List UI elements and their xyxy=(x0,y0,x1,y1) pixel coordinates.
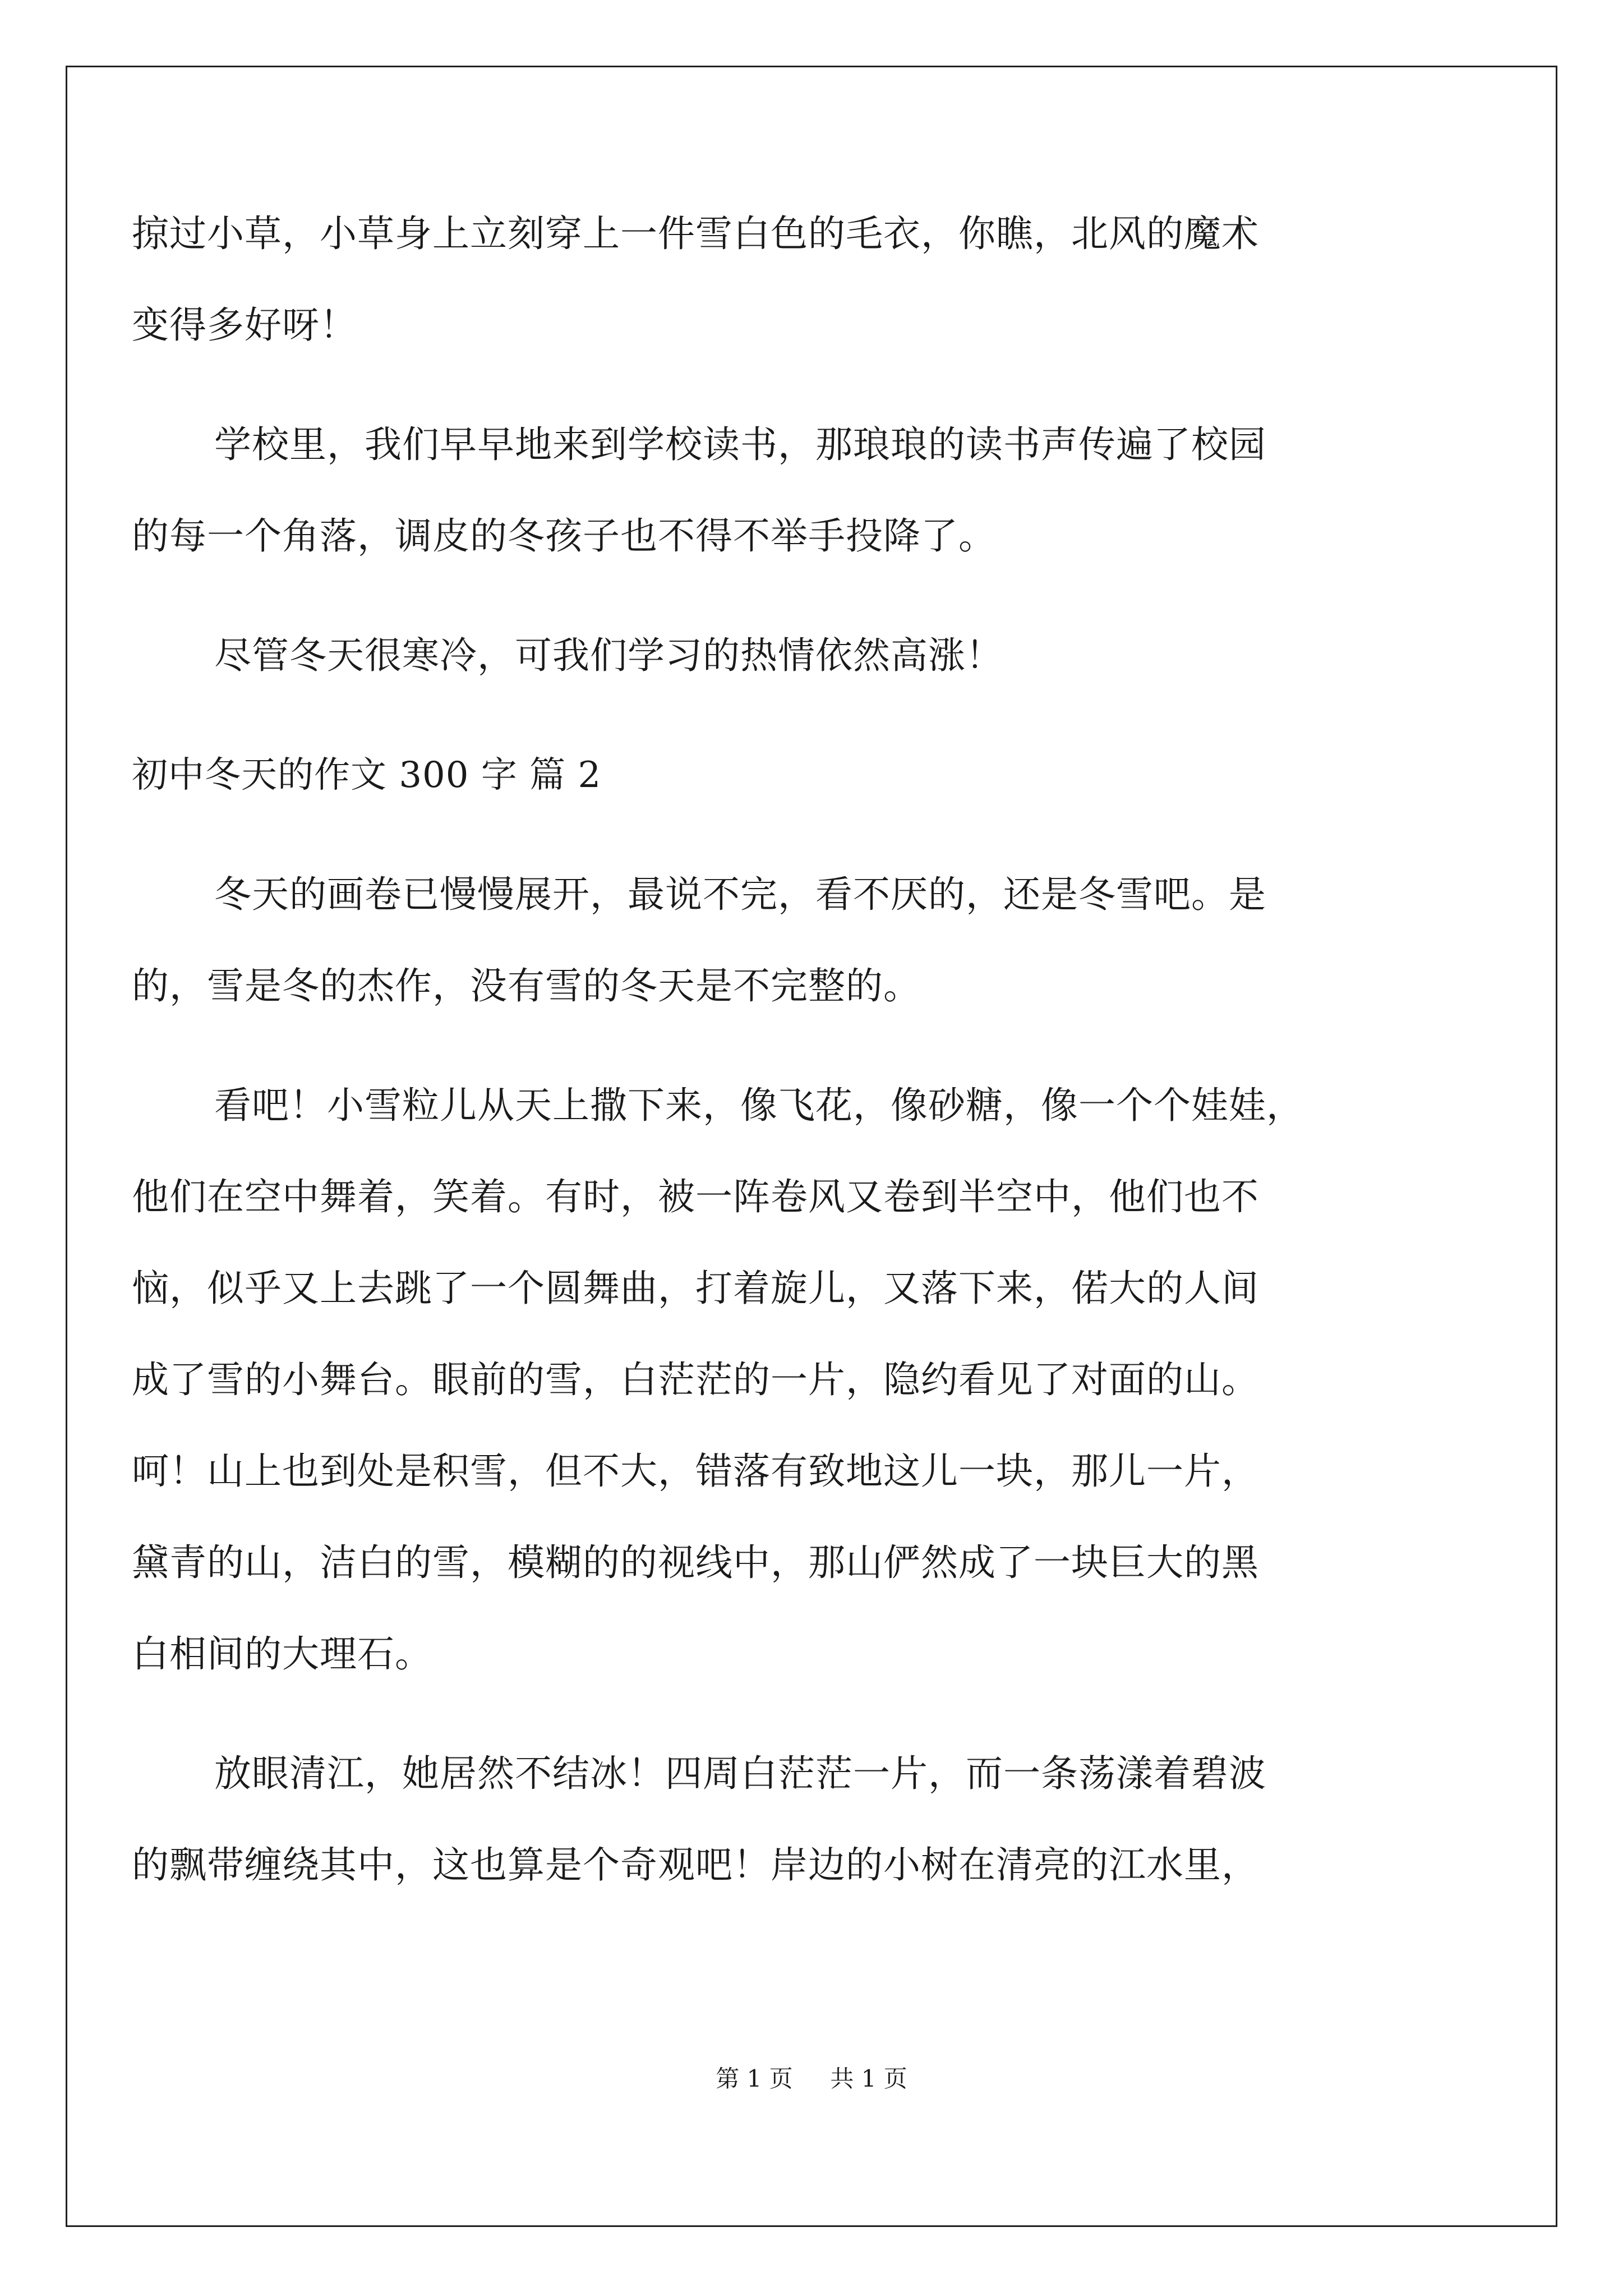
text-line: 恼，似乎又上去跳了一个圆舞曲，打着旋儿，又落下来，偌大的人间 xyxy=(132,1267,1259,1310)
page-footer xyxy=(0,2062,1623,2096)
section-heading: 初中冬天的作文 300 字 篇 2 xyxy=(132,754,602,796)
text-line: 成了雪的小舞台。眼前的雪，白茫茫的一片，隐约看见了对面的山。 xyxy=(132,1358,1259,1401)
text-line: 白相间的大理石。 xyxy=(132,1632,432,1676)
text-line: 的飘带缠绕其中，这也算是个奇观吧！岸边的小树在清亮的江水里， xyxy=(132,1843,1259,1887)
text-line: 黛青的山，洁白的雪，模糊的的视线中，那山俨然成了一块巨大的黑 xyxy=(132,1541,1259,1584)
paragraph-start-line: 看吧！小雪粒儿从天上撒下来，像飞花，像砂糖，像一个个娃娃， xyxy=(214,1084,1304,1127)
text-line: 呵！山上也到处是积雪，但不大，错落有致地这儿一块，那儿一片， xyxy=(132,1450,1259,1493)
paragraph-start-line: 尽管冬天很寒冷，可我们学习的热情依然高涨！ xyxy=(214,634,1003,677)
text-line: 掠过小草，小草身上立刻穿上一件雪白色的毛衣，你瞧，北风的魔术 xyxy=(132,212,1259,255)
page-total: 共 1 页 xyxy=(830,2065,907,2092)
paragraph-start-line: 冬天的画卷已慢慢展开，最说不完，看不厌的，还是冬雪吧。是 xyxy=(214,873,1266,916)
text-line: 的每一个角落，调皮的冬孩子也不得不举手投降了。 xyxy=(132,514,996,558)
page-border xyxy=(66,66,1557,2227)
page-number: 第 1 页 xyxy=(716,2065,793,2092)
text-line: 变得多好呀！ xyxy=(132,303,357,347)
paragraph-start-line: 放眼清江，她居然不结冰！四周白茫茫一片，而一条荡漾着碧波 xyxy=(214,1752,1266,1795)
text-line: 的，雪是冬的杰作，没有雪的冬天是不完整的。 xyxy=(132,964,921,1007)
text-line: 他们在空中舞着，笑着。有时，被一阵卷风又卷到半空中，他们也不 xyxy=(132,1175,1259,1218)
paragraph-start-line: 学校里，我们早早地来到学校读书，那琅琅的读书声传遍了校园 xyxy=(214,423,1266,466)
